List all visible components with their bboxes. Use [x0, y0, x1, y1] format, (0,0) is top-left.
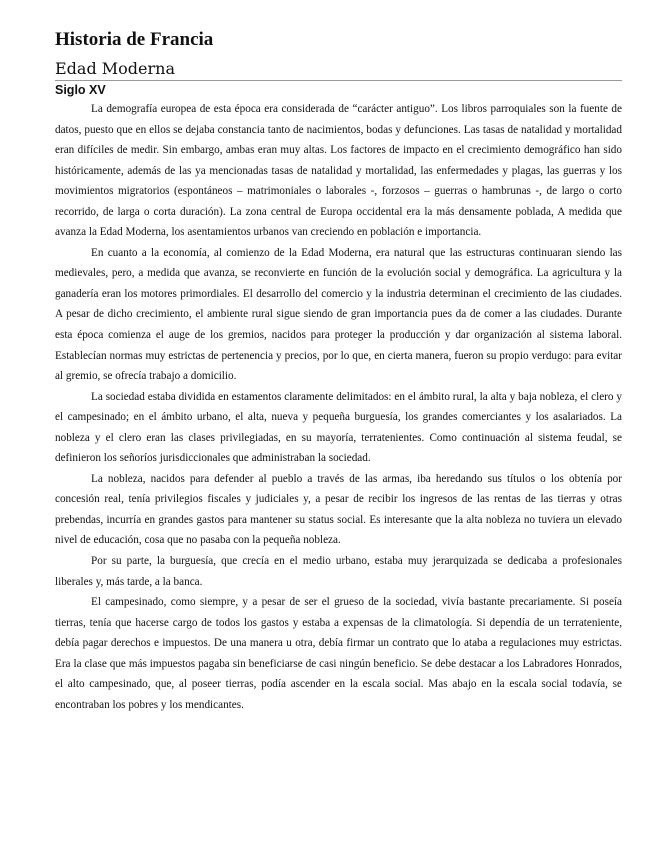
paragraph-nobility: La nobleza, nacidos para defender al pueblo a través de las armas, iba heredando sus títulos o los obtenía por concesión real, tenía privilegios fiscales y judiciales y, a pesar de recibir los ingresos de las rentas de las tierras y otras prebendas, incurría en grandes gastos para mantener su status social. Es interesante que la alta nobleza no tuviera un elevado nivel de educación, cosa que no pasaba con la pequeña nobleza.: [55, 472, 622, 547]
paragraph-bourgeoisie: Por su parte, la burguesía, que crecía en el medio urbano, estaba muy jerarquizada se dedicaba a profesionales liberales y, más tarde, a la banca.: [55, 555, 622, 588]
paragraph-peasantry: El campesinado, como siempre, y a pesar de ser el grueso de la sociedad, vivía bastante precariamente. Si poseía tierras, tenía que hacerse cargo de todos los gastos y estaba a expensas de la climatología. Si dependía de un terrateniente, debía pagar derechos e impuestos. De una manera u otra, debía firmar un contrato que lo ataba a regulaciones muy estrictas. Era la clase que más impuestos pagaba sin beneficiarse de casi ningún beneficio. Se debe destacar a los Labradores Honrados, el alto campesinado, que, al poseer tierras, podía ascender en la escala social. Mas abajo en la escala social todavía, se encontraban los pobres y los mendicantes.: [55, 596, 622, 711]
section-heading: Siglo XV: [55, 83, 106, 97]
paragraph-demography: La demografía europea de esta época era considerada de “carácter antiguo”. Los libros parroquiales son la fuente de datos, puesto que en ellos se dejaba constancia tanto de nacimientos, bodas y defunciones. Las tasas de natalidad y mortalidad eran difíciles de medir. Sin embargo, ambas eran muy altas. Los factores de impacto en el crecimiento demográfico han sido históricamente, además de las ya mencionadas tasas de natalidad y mortalidad, las enfermedades y plagas, las guerras y los movimientos migratorios (espontáneos – matrimoniales o laborales -, forzosos – guerras o hambrunas -, de largo o corto recorrido, de larga o corta duración). La zona central de Europa occidental era la más densamente poblada, A medida que avanza la Edad Moderna, los asentamientos urbanos van creciendo en población e importancia.: [55, 103, 622, 239]
chapter-heading: Edad Moderna: [55, 60, 622, 81]
paragraph-economy: En cuanto a la economía, al comienzo de la Edad Moderna, era natural que las estructuras continuaran siendo las medievales, pero, a medida que avanza, se reconvierte en función de la evolución social y demográfica. La agricultura y la ganadería eran los motores primordiales. El desarrollo del comercio y la industria determinan el crecimiento de las ciudades. A pesar de dicho crecimiento, el ambiente rural sigue siendo de gran importancia pues da de comer a las ciudades. Durante esta época comienza el auge de los gremios, nacidos para proteger la producción y dar organización al sistema laboral. Establecían normas muy estrictas de pertenencia y precios, por lo que, en cierta manera, fueron su propio verdugo: para evitar al gremio, se ofrecía trabajo a domicilio.: [55, 246, 622, 383]
document-title: Historia de Francia: [55, 29, 214, 50]
paragraph-society: La sociedad estaba dividida en estamentos claramente delimitados: en el ámbito rural, la alta y baja nobleza, el clero y el campesinado; en el ámbito urbano, el alta, nueva y pequeña burguesía, los grandes comerciantes y los asalariados. La nobleza y el clero eran las clases privilegiadas, en su mayoría, terratenientes. Como continuación al sistema feudal, se definieron los señoríos jurisdiccionales que administraban la sociedad.: [55, 390, 622, 465]
body-text: [55, 99, 622, 715]
